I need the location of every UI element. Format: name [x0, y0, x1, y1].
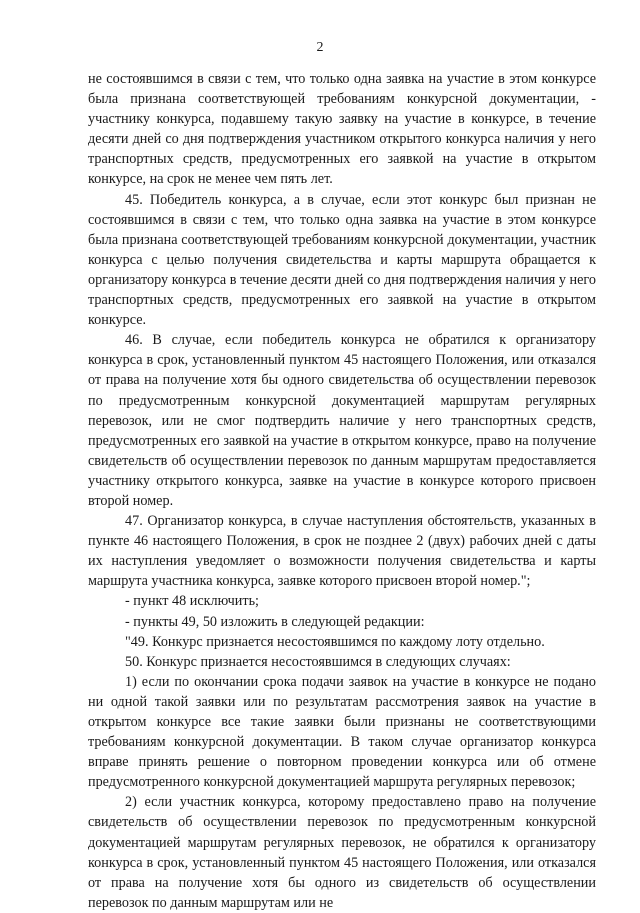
paragraph-item-47: 47. Организатор конкурса, в случае наступления обстоятельств, указанных в пункте 46 настоящего Положения, в срок не позднее 2 (двух) рабочих дней с даты их наступления уведомляет о возможности получения свидетельства и карты маршрута участника конкурса, заявке которого присвоен второй номер.";: [88, 513, 596, 590]
paragraph-item-46: 46. В случае, если победитель конкурса не обратился к организатору конкурса в срок, установленный пунктом 45 настоящего Положения, или отказался от права на получение хотя бы одного свидетельства об осуществлении перевозок по предусмотренным конкурсной документацией маршрутам регулярных перевозок, или не смог подтвердить наличие у него транспортных средств, предусмотренных его заявкой на участие в открытом конкурсе, право на получение свидетельств об осуществлении перевозок по данным маршрутам предоставляется участнику открытого конкурса, заявке на участие в конкурсе которого присвоен второй номер.: [88, 332, 596, 509]
paragraph-item-50-subitem-2: 2) если участник конкурса, которому предоставлено право на получение свидетельств об осуществлении перевозок по предусмотренным конкурсной документацией маршрутам регулярных перевозок, не обратился к организатору конкурса в срок, установленный пунктом 45 настоящего Положения, или отказался от права на получение хотя бы одного из свидетельств об осуществлении перевозок по данным маршрутам или не: [88, 794, 596, 911]
page-number: 2: [316, 40, 324, 55]
paragraph-item-50: 50. Конкурс признается несостоявшимся в следующих случаях:: [125, 653, 511, 670]
document-body: [88, 69, 596, 913]
paragraph-item-49: "49. Конкурс признается несостоявшимся по каждому лоту отдельно.: [125, 633, 545, 650]
paragraph-delete-item-48: - пункт 48 исключить;: [125, 593, 259, 610]
paragraph-amend-items-49-50: - пункты 49, 50 изложить в следующей редакции:: [125, 613, 425, 630]
paragraph-item-50-subitem-1: 1) если по окончании срока подачи заявок на участие в конкурсе не подано ни одной такой заявки или по результатам рассмотрения заявок на участие в открытом конкурсе все такие заявки были признаны не соответствующими требованиям конкурсной документации. В таком случае организатор конкурса вправе принять решение о повторном проведении конкурса или об отмене предусмотренного конкурсной документацией маршрута регулярных перевозок;: [88, 673, 596, 791]
paragraph-continuation: не состоявшимся в связи с тем, что только одна заявка на участие в этом конкурсе была признана соответствующей требованиям конкурсной документации, - участнику конкурса, подавшему такую заявку на участие в конкурсе, в течение десяти дней со дня подтверждения участником открытого конкурса наличия у него транспортных средств, предусмотренных его заявкой на участие в открытом конкурсе, на срок не менее чем пять лет.: [88, 71, 596, 188]
paragraph-item-45: 45. Победитель конкурса, а в случае, если этот конкурс был признан не состоявшимся в связи с тем, что только одна заявка на участие в этом конкурсе была признана соответствующей требованиям конкурсной документации, участник конкурса с целью получения свидетельства и карты маршрута обращается к организатору конкурса в течение десяти дней со дня подтверждения наличия у него транспортных средств, предусмотренных его заявкой на участие в открытом конкурсе.: [88, 191, 596, 329]
